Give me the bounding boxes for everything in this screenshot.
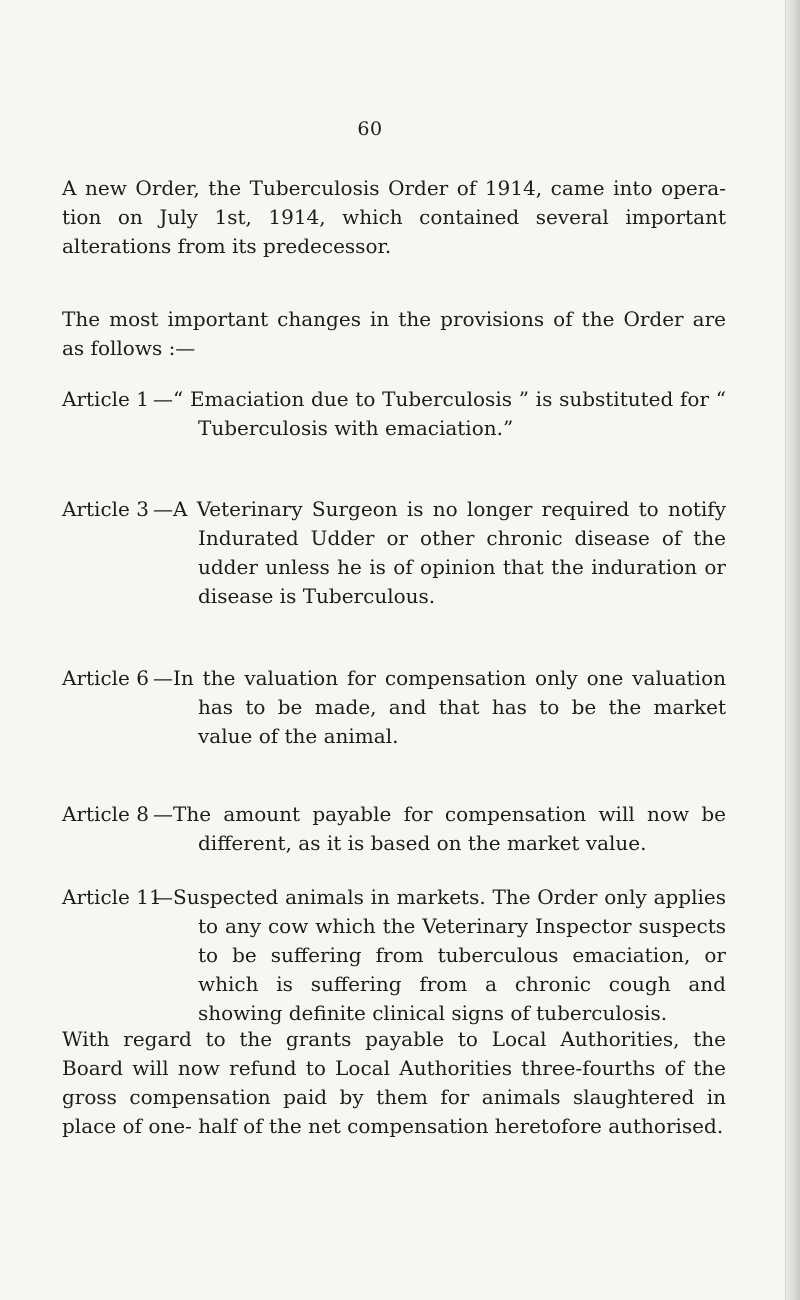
page-edge-shadow xyxy=(786,0,800,1300)
article-text: —A Veterinary Surgeon is no longer required to notify Indurated Udder or other chronic disease of the udder unless he is of opinion that the induration or disease is Tuberculous. xyxy=(153,497,726,608)
closing-paragraph: With regard to the grants payable to Local Authorities, the Board will now refund to Local Authorities three-fourths of the gross compensation paid by them for animals slaughtered in place of one- half of the net compensation heretofore authorised. xyxy=(62,1027,726,1138)
article-item xyxy=(62,385,726,443)
article-label: Article 3 xyxy=(62,497,149,521)
article-text: —The amount payable for compensation will now be different, as it is based on the market value. xyxy=(153,802,726,855)
article-label: Article 11 xyxy=(62,885,162,909)
article-text: —In the valuation for compensation only one valuation has to be made, and that has to be the market value of the animal. xyxy=(153,666,726,748)
article-item xyxy=(62,664,726,751)
article-label: Article 6 xyxy=(62,666,149,690)
intro-paragraph: A new Order, the Tuberculosis Order of 1914, came into opera- tion on July 1st, 1914, which contained several important alterations from its predecessor. xyxy=(62,176,726,258)
article-label: Article 8 xyxy=(62,802,149,826)
article-text: —“ Emaciation due to Tuberculosis ” is substituted for “ Tuberculosis with emaciation.” xyxy=(153,387,726,440)
page-number: 60 xyxy=(357,118,383,140)
changes-lead-paragraph: The most important changes in the provisions of the Order are as follows :— xyxy=(62,307,726,360)
article-label: Article 1 xyxy=(62,387,149,411)
article-item xyxy=(62,495,726,611)
article-item xyxy=(62,883,726,1028)
article-item xyxy=(62,800,726,858)
article-text: —Suspected animals in markets. The Order only applies to any cow which the Veterinary Inspector suspects to be suffering from tuberculous emaciation, or which is suffering from a chronic cough and showing definite clinical signs of tuberculosis. xyxy=(153,885,726,1025)
